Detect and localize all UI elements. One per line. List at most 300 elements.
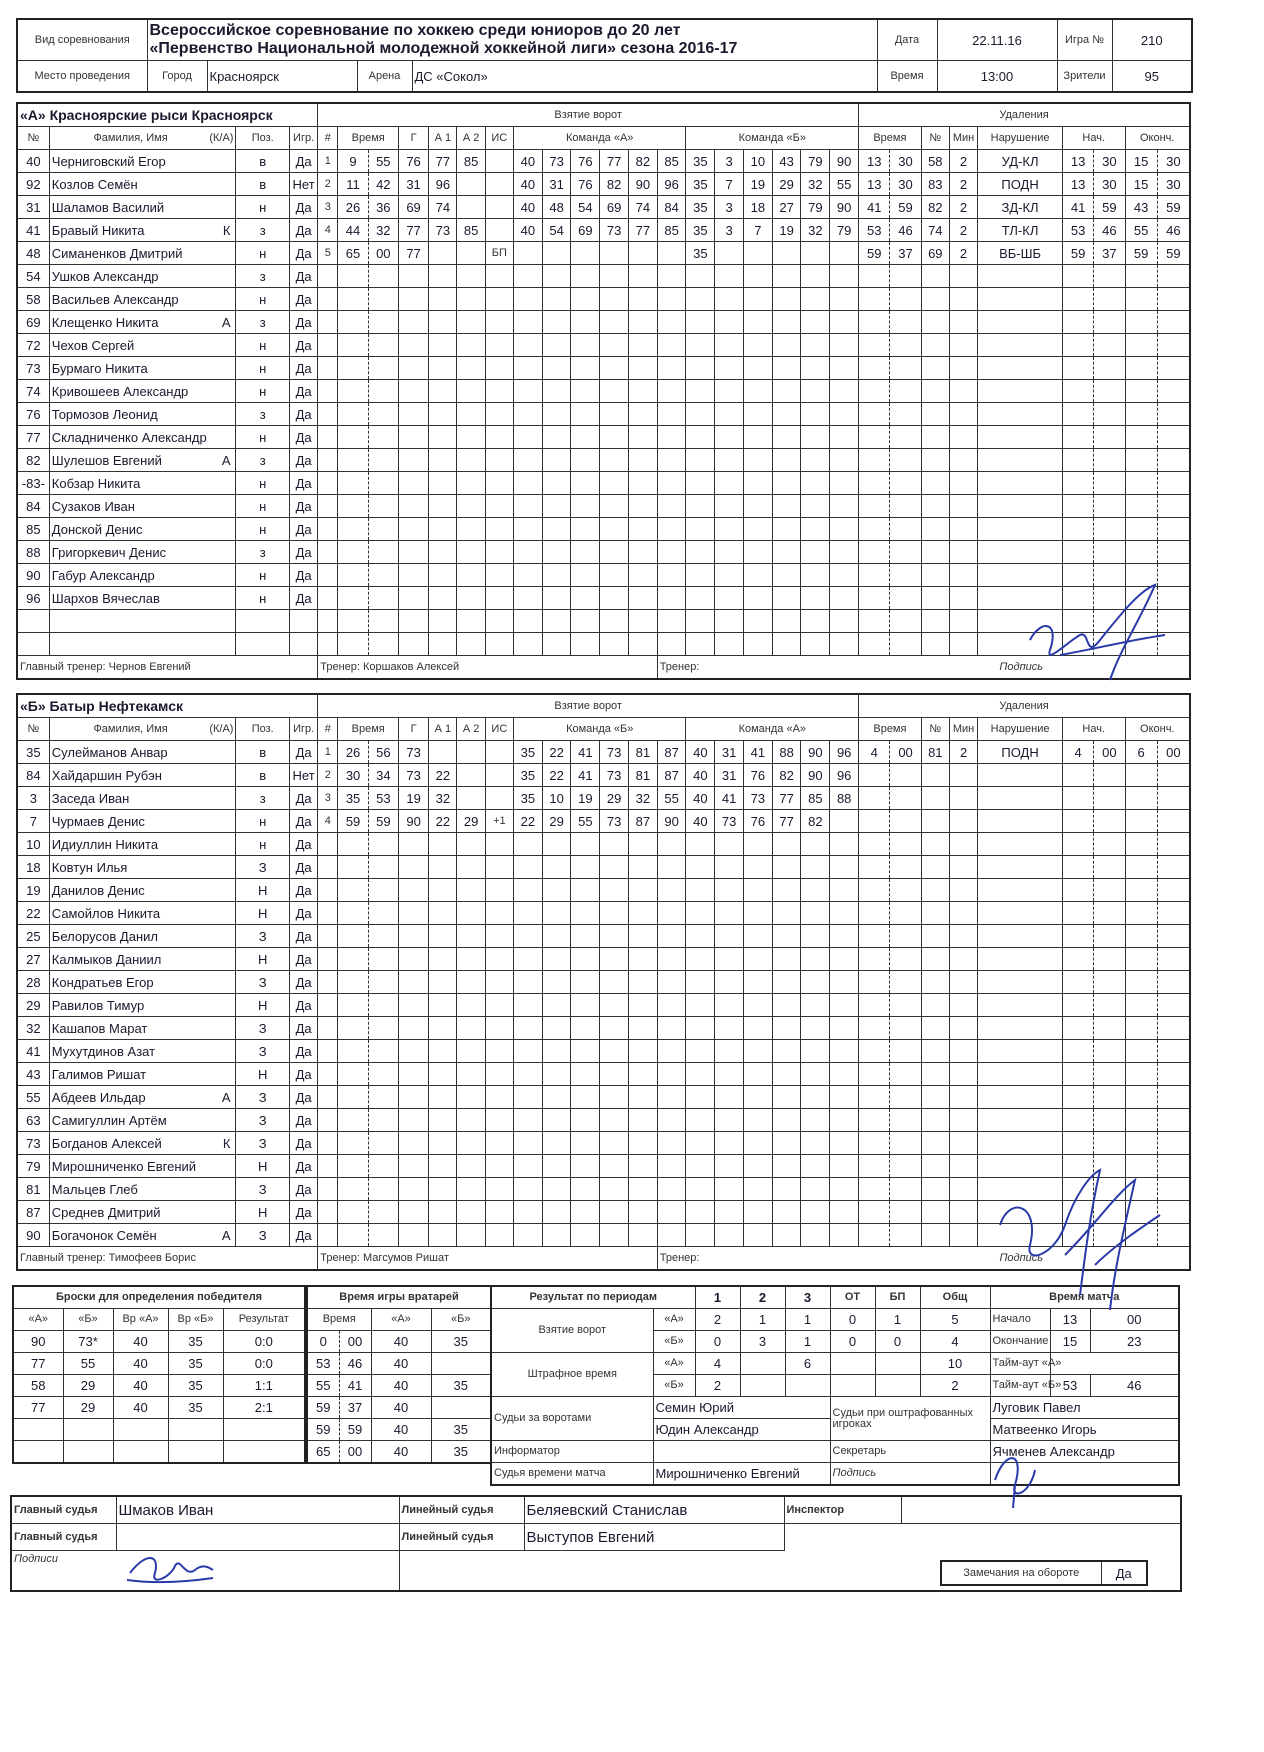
penalty-end-sec [1157, 1155, 1190, 1178]
penalty-start-min [1062, 1201, 1093, 1224]
goal-number [318, 994, 338, 1017]
goal-on-ice-opp [801, 357, 830, 380]
player-number: 88 [17, 541, 49, 564]
goal-assist-2 [457, 764, 485, 787]
shootout-shooter-a: 58 [13, 1375, 63, 1397]
goal-time-min [338, 879, 368, 902]
player-name: Козлов Семён [51, 176, 138, 192]
goalie-time-min: 59 [307, 1397, 339, 1419]
player-role: А [221, 314, 231, 330]
goal-on-ice-opp: 40 [686, 741, 715, 764]
penalty-minutes [949, 472, 977, 495]
player-played: Да [289, 1201, 317, 1224]
goal-on-ice-own [542, 1201, 571, 1224]
goal-time-sec [368, 288, 398, 311]
penalty-start-sec [1094, 1132, 1125, 1155]
penalty-player [921, 879, 949, 902]
goalie-time-sec: 00 [339, 1441, 371, 1464]
goal-assist-2 [457, 1132, 485, 1155]
goal-on-ice-opp [772, 380, 801, 403]
penalty-end-sec [1157, 1017, 1190, 1040]
player-number: 92 [17, 173, 49, 196]
goal-on-ice-own [571, 288, 600, 311]
goal-on-ice-own [628, 833, 657, 856]
goal-assist-1 [429, 380, 457, 403]
player-row [17, 879, 1190, 902]
goal-on-ice-own [513, 902, 542, 925]
penalty-time-min: 41 [859, 196, 890, 219]
penalty-start-sec: 30 [1094, 150, 1125, 173]
referee-2 [116, 1524, 399, 1551]
player-number: 58 [17, 288, 49, 311]
match-start-sec: 00 [1090, 1309, 1179, 1331]
penalty-violation [978, 856, 1063, 879]
player-number: 22 [17, 902, 49, 925]
player-position: з [236, 219, 289, 242]
goal-on-ice-opp [801, 587, 830, 610]
player-name-cell [49, 173, 236, 196]
goal-on-ice-opp [772, 1201, 801, 1224]
goals-b-p1: 0 [695, 1331, 740, 1353]
goal-on-ice-own [542, 1109, 571, 1132]
goal-on-ice-own [657, 357, 686, 380]
penalty-time-sec [890, 1017, 921, 1040]
penalty-start-sec [1094, 1017, 1125, 1040]
goal-on-ice-own [628, 587, 657, 610]
player-name: Самойлов Никита [51, 905, 161, 921]
goal-on-ice-own [571, 495, 600, 518]
player-name: Данилов Денис [51, 882, 145, 898]
goal-on-ice-own [513, 472, 542, 495]
player-number: 41 [17, 1040, 49, 1063]
penalty-end-min: 15 [1125, 150, 1157, 173]
goal-on-ice-opp [743, 587, 772, 610]
player-name-cell [49, 518, 236, 541]
penalty-time-sec: 30 [890, 150, 921, 173]
match-end-sec: 23 [1090, 1331, 1179, 1353]
player-name-cell [49, 879, 236, 902]
goal-assist-2 [457, 1063, 485, 1086]
linesman-1: Беляевский Станислав [524, 1496, 784, 1524]
penalty-violation [978, 541, 1063, 564]
goal-on-ice-opp: 90 [830, 196, 859, 219]
goal-on-ice-opp [743, 1109, 772, 1132]
goal-assist-1 [429, 495, 457, 518]
penalty-player [921, 380, 949, 403]
goal-on-ice-opp [830, 1017, 859, 1040]
goal-on-ice-opp [830, 265, 859, 288]
penalty-end-sec [1157, 334, 1190, 357]
goal-on-ice-opp [743, 948, 772, 971]
secretary-label: Секретарь [830, 1441, 990, 1463]
goal-on-ice-opp: 35 [686, 219, 715, 242]
goal-number [318, 1086, 338, 1109]
player-position: в [236, 741, 289, 764]
goal-assist-1 [429, 288, 457, 311]
player-number: 84 [17, 495, 49, 518]
goal-on-ice-own [657, 1063, 686, 1086]
goal-on-ice-opp [830, 403, 859, 426]
penalty-minutes [949, 1017, 977, 1040]
penalty-player [921, 856, 949, 879]
goal-scorer [398, 472, 428, 495]
goal-on-ice-opp [772, 472, 801, 495]
team-b-coach2-label: Тренер: [659, 1251, 700, 1264]
penalty-minutes [949, 879, 977, 902]
goal-time-min: 44 [338, 219, 368, 242]
col-pen-no: № [921, 127, 949, 150]
goal-on-ice-opp [715, 633, 744, 656]
goal-on-ice-opp [743, 518, 772, 541]
goal-on-ice-own [571, 902, 600, 925]
penalty-violation [978, 357, 1063, 380]
goal-on-ice-own [600, 856, 629, 879]
col-opp-team: Команда «Б» [686, 127, 859, 150]
player-row [17, 403, 1190, 426]
penalty-end-sec [1157, 564, 1190, 587]
goal-on-ice-opp [686, 1201, 715, 1224]
player-position: н [236, 564, 289, 587]
goal-scorer [398, 587, 428, 610]
col-no: № [17, 127, 49, 150]
goal-on-ice-own [542, 472, 571, 495]
goal-on-ice-opp: 7 [715, 173, 744, 196]
player-played: Да [289, 265, 317, 288]
goal-on-ice-own [513, 541, 542, 564]
shootout-col-header: Вр «Б» [168, 1309, 223, 1331]
player-row [17, 334, 1190, 357]
goal-on-ice-opp [743, 311, 772, 334]
goalie-time-sec: 46 [339, 1353, 371, 1375]
goal-on-ice-own [600, 564, 629, 587]
timeout-b-label: Тайм-аут «Б» [990, 1375, 1050, 1397]
goal-assist-1 [429, 426, 457, 449]
shootout-result: 0:0 [223, 1353, 305, 1375]
goal-on-ice-opp: 35 [686, 150, 715, 173]
player-played: Нет [289, 764, 317, 787]
goal-on-ice-own [513, 1017, 542, 1040]
penalty-start-min [1062, 403, 1093, 426]
penalty-violation [978, 925, 1063, 948]
goal-situation [485, 610, 513, 633]
player-name-cell [49, 564, 236, 587]
period-col-total: Общ [920, 1286, 990, 1309]
penalty-end-sec [1157, 495, 1190, 518]
goal-on-ice-opp [830, 380, 859, 403]
goal-on-ice-own [657, 1155, 686, 1178]
penalty-end-min: 6 [1125, 741, 1157, 764]
goal-assist-2 [457, 495, 485, 518]
player-number: 10 [17, 833, 49, 856]
col-g: Г [398, 718, 428, 741]
player-position: З [236, 1017, 289, 1040]
penalty-start-min [1062, 610, 1093, 633]
penalty-violation [978, 380, 1063, 403]
goals-b-ot: 0 [830, 1331, 875, 1353]
pim-a-ot [830, 1353, 875, 1375]
penalty-minutes [949, 833, 977, 856]
goal-on-ice-own [513, 426, 542, 449]
match-end-label: Окончание [990, 1331, 1050, 1353]
player-played: Да [289, 242, 317, 265]
player-played: Нет [289, 173, 317, 196]
goal-on-ice-opp [772, 357, 801, 380]
goal-on-ice-own: 69 [600, 196, 629, 219]
goal-on-ice-opp [772, 1178, 801, 1201]
informer-label: Информатор [491, 1441, 653, 1463]
goal-on-ice-own [513, 633, 542, 656]
player-name: Мальцев Глеб [51, 1181, 138, 1197]
goal-on-ice-own [628, 541, 657, 564]
goal-time-sec: 59 [368, 810, 398, 833]
goal-on-ice-own [513, 856, 542, 879]
goal-on-ice-own [571, 1132, 600, 1155]
player-played: Да [289, 902, 317, 925]
goal-on-ice-opp [715, 311, 744, 334]
player-row [17, 242, 1190, 265]
penalty-time-sec [890, 610, 921, 633]
player-role: А [221, 1227, 231, 1243]
player-name-cell [49, 787, 236, 810]
col-a2: А 2 [457, 127, 485, 150]
team-a-sign-label: Подпись [999, 660, 1044, 673]
goal-on-ice-opp [686, 994, 715, 1017]
goal-on-ice-own [628, 242, 657, 265]
goal-on-ice-opp [801, 288, 830, 311]
penalty-player [921, 1040, 949, 1063]
goal-on-ice-opp [743, 1155, 772, 1178]
player-row [17, 357, 1190, 380]
goal-number: 5 [318, 242, 338, 265]
col-own-team: Команда «А» [513, 127, 686, 150]
goal-on-ice-own [657, 610, 686, 633]
penalty-time-sec [890, 948, 921, 971]
goal-on-ice-opp [686, 902, 715, 925]
goal-on-ice-opp [715, 518, 744, 541]
goal-on-ice-opp [686, 1224, 715, 1247]
goal-on-ice-opp [686, 449, 715, 472]
player-row [17, 925, 1190, 948]
time-label: Время [877, 61, 937, 93]
penalty-time-sec [890, 633, 921, 656]
player-name-cell [49, 380, 236, 403]
goal-number [318, 587, 338, 610]
penalty-time-min [859, 587, 890, 610]
penalty-end-min [1125, 1201, 1157, 1224]
goal-scorer [398, 856, 428, 879]
penalty-end-sec [1157, 380, 1190, 403]
goal-time-min [338, 633, 368, 656]
competition-type-label: Вид соревнования [17, 19, 147, 61]
penalty-judge-2: Матвеенко Игорь [990, 1419, 1179, 1441]
player-name-cell [49, 357, 236, 380]
penalty-start-min [1062, 925, 1093, 948]
goal-on-ice-own [513, 994, 542, 1017]
player-name: Шархов Вячеслав [51, 590, 160, 606]
goal-on-ice-opp [686, 925, 715, 948]
goal-assist-1 [429, 833, 457, 856]
goal-on-ice-own [513, 610, 542, 633]
player-row [17, 971, 1190, 994]
col-hash: # [318, 718, 338, 741]
goal-on-ice-opp [743, 380, 772, 403]
penalty-time-sec [890, 833, 921, 856]
penalty-time-min [859, 334, 890, 357]
penalty-end-min [1125, 879, 1157, 902]
player-number: 18 [17, 856, 49, 879]
goal-on-ice-opp: 35 [686, 173, 715, 196]
goal-on-ice-opp [830, 1201, 859, 1224]
goal-on-ice-own [542, 518, 571, 541]
penalty-start-min [1062, 1132, 1093, 1155]
player-name-cell [49, 265, 236, 288]
goal-on-ice-own [513, 587, 542, 610]
penalty-end-sec: 30 [1157, 150, 1190, 173]
player-name-cell [49, 1086, 236, 1109]
goal-situation [485, 833, 513, 856]
goal-time-min: 35 [338, 787, 368, 810]
goal-on-ice-own: 73 [600, 764, 629, 787]
goal-on-ice-opp: 3 [715, 219, 744, 242]
goal-on-ice-own [600, 1155, 629, 1178]
goal-on-ice-own [600, 1063, 629, 1086]
goal-situation [485, 150, 513, 173]
shootout-row [13, 1397, 305, 1419]
goal-on-ice-own [571, 856, 600, 879]
penalty-end-sec [1157, 633, 1190, 656]
goal-scorer [398, 495, 428, 518]
penalty-time-sec: 00 [890, 741, 921, 764]
player-row [17, 1017, 1190, 1040]
penalty-violation [978, 1063, 1063, 1086]
goal-situation [485, 587, 513, 610]
team-a-coach: Тренер: Коршаков Алексей [318, 656, 657, 680]
player-played: Да [289, 288, 317, 311]
penalty-start-min [1062, 288, 1093, 311]
penalty-start-sec [1094, 948, 1125, 971]
goal-on-ice-opp [772, 610, 801, 633]
penalty-time-min: 53 [859, 219, 890, 242]
penalty-end-min [1125, 265, 1157, 288]
penalty-start-sec [1094, 879, 1125, 902]
penalty-time-sec [890, 902, 921, 925]
penalty-start-min: 13 [1062, 173, 1093, 196]
goal-on-ice-own: 22 [542, 741, 571, 764]
penalty-end-sec [1157, 472, 1190, 495]
goal-on-ice-own [657, 380, 686, 403]
goal-on-ice-own [513, 1155, 542, 1178]
goals-a-p1: 2 [695, 1309, 740, 1331]
pim-a-p1: 4 [695, 1353, 740, 1375]
remarks-label: Замечания на обороте [941, 1561, 1101, 1585]
pim-a-total: 10 [920, 1353, 990, 1375]
goal-on-ice-own [600, 971, 629, 994]
player-played: Да [289, 403, 317, 426]
goal-situation [485, 288, 513, 311]
goal-number [318, 1201, 338, 1224]
penalty-start-min [1062, 879, 1093, 902]
penalty-player [921, 764, 949, 787]
goal-situation [485, 1086, 513, 1109]
penalty-minutes [949, 1178, 977, 1201]
penalty-player: 69 [921, 242, 949, 265]
player-name: Хайдаршин Рубэн [51, 767, 162, 783]
goal-on-ice-own [657, 902, 686, 925]
goal-scorer [398, 1109, 428, 1132]
player-position: З [236, 1086, 289, 1109]
goal-scorer [398, 971, 428, 994]
period-col-3: 3 [785, 1286, 830, 1309]
goal-time-min [338, 495, 368, 518]
goal-on-ice-opp: 79 [801, 150, 830, 173]
goalie-b: 35 [431, 1375, 491, 1397]
penalty-minutes [949, 994, 977, 1017]
goal-time-min: 26 [338, 196, 368, 219]
penalty-start-min [1062, 334, 1093, 357]
penalty-minutes [949, 1109, 977, 1132]
penalty-minutes [949, 902, 977, 925]
goal-assist-1 [429, 1155, 457, 1178]
goal-on-ice-own [571, 1063, 600, 1086]
penalty-minutes [949, 925, 977, 948]
goal-on-ice-own [513, 1086, 542, 1109]
goal-situation: БП [485, 242, 513, 265]
penalty-time-min [859, 948, 890, 971]
goal-situation [485, 541, 513, 564]
player-number [17, 610, 49, 633]
goal-on-ice-own: 29 [600, 787, 629, 810]
player-name-cell [49, 242, 236, 265]
goal-number: 2 [318, 764, 338, 787]
penalty-start-sec: 46 [1094, 219, 1125, 242]
penalty-minutes [949, 1063, 977, 1086]
goal-number [318, 1178, 338, 1201]
player-position: Н [236, 879, 289, 902]
game-number-value: 210 [1112, 19, 1192, 61]
player-row [17, 426, 1190, 449]
goal-time-min [338, 1155, 368, 1178]
goal-on-ice-opp: 40 [686, 787, 715, 810]
goal-on-ice-opp [743, 902, 772, 925]
goal-on-ice-opp [686, 403, 715, 426]
player-position: З [236, 1109, 289, 1132]
shootout-col-header: Вр «А» [113, 1309, 168, 1331]
goal-on-ice-opp: 90 [801, 741, 830, 764]
goal-scorer: 73 [398, 764, 428, 787]
col-pen-start: Нач. [1062, 127, 1125, 150]
goal-scorer [398, 1017, 428, 1040]
goal-on-ice-own [628, 495, 657, 518]
col-no: № [17, 718, 49, 741]
goal-on-ice-own [657, 1178, 686, 1201]
player-number: 55 [17, 1086, 49, 1109]
goal-on-ice-own [657, 856, 686, 879]
goal-time-sec [368, 1224, 398, 1247]
goal-time-sec [368, 994, 398, 1017]
penalty-time-sec [890, 564, 921, 587]
secretary-value: Ячменев Александр [990, 1441, 1179, 1463]
goal-number [318, 610, 338, 633]
goal-time-sec [368, 495, 398, 518]
col-name [49, 718, 236, 741]
player-number: 77 [17, 426, 49, 449]
goal-on-ice-own [542, 994, 571, 1017]
penalty-start-sec [1094, 1201, 1125, 1224]
penalty-end-sec [1157, 449, 1190, 472]
penalty-end-sec [1157, 787, 1190, 810]
goal-number: 3 [318, 787, 338, 810]
player-row [17, 449, 1190, 472]
